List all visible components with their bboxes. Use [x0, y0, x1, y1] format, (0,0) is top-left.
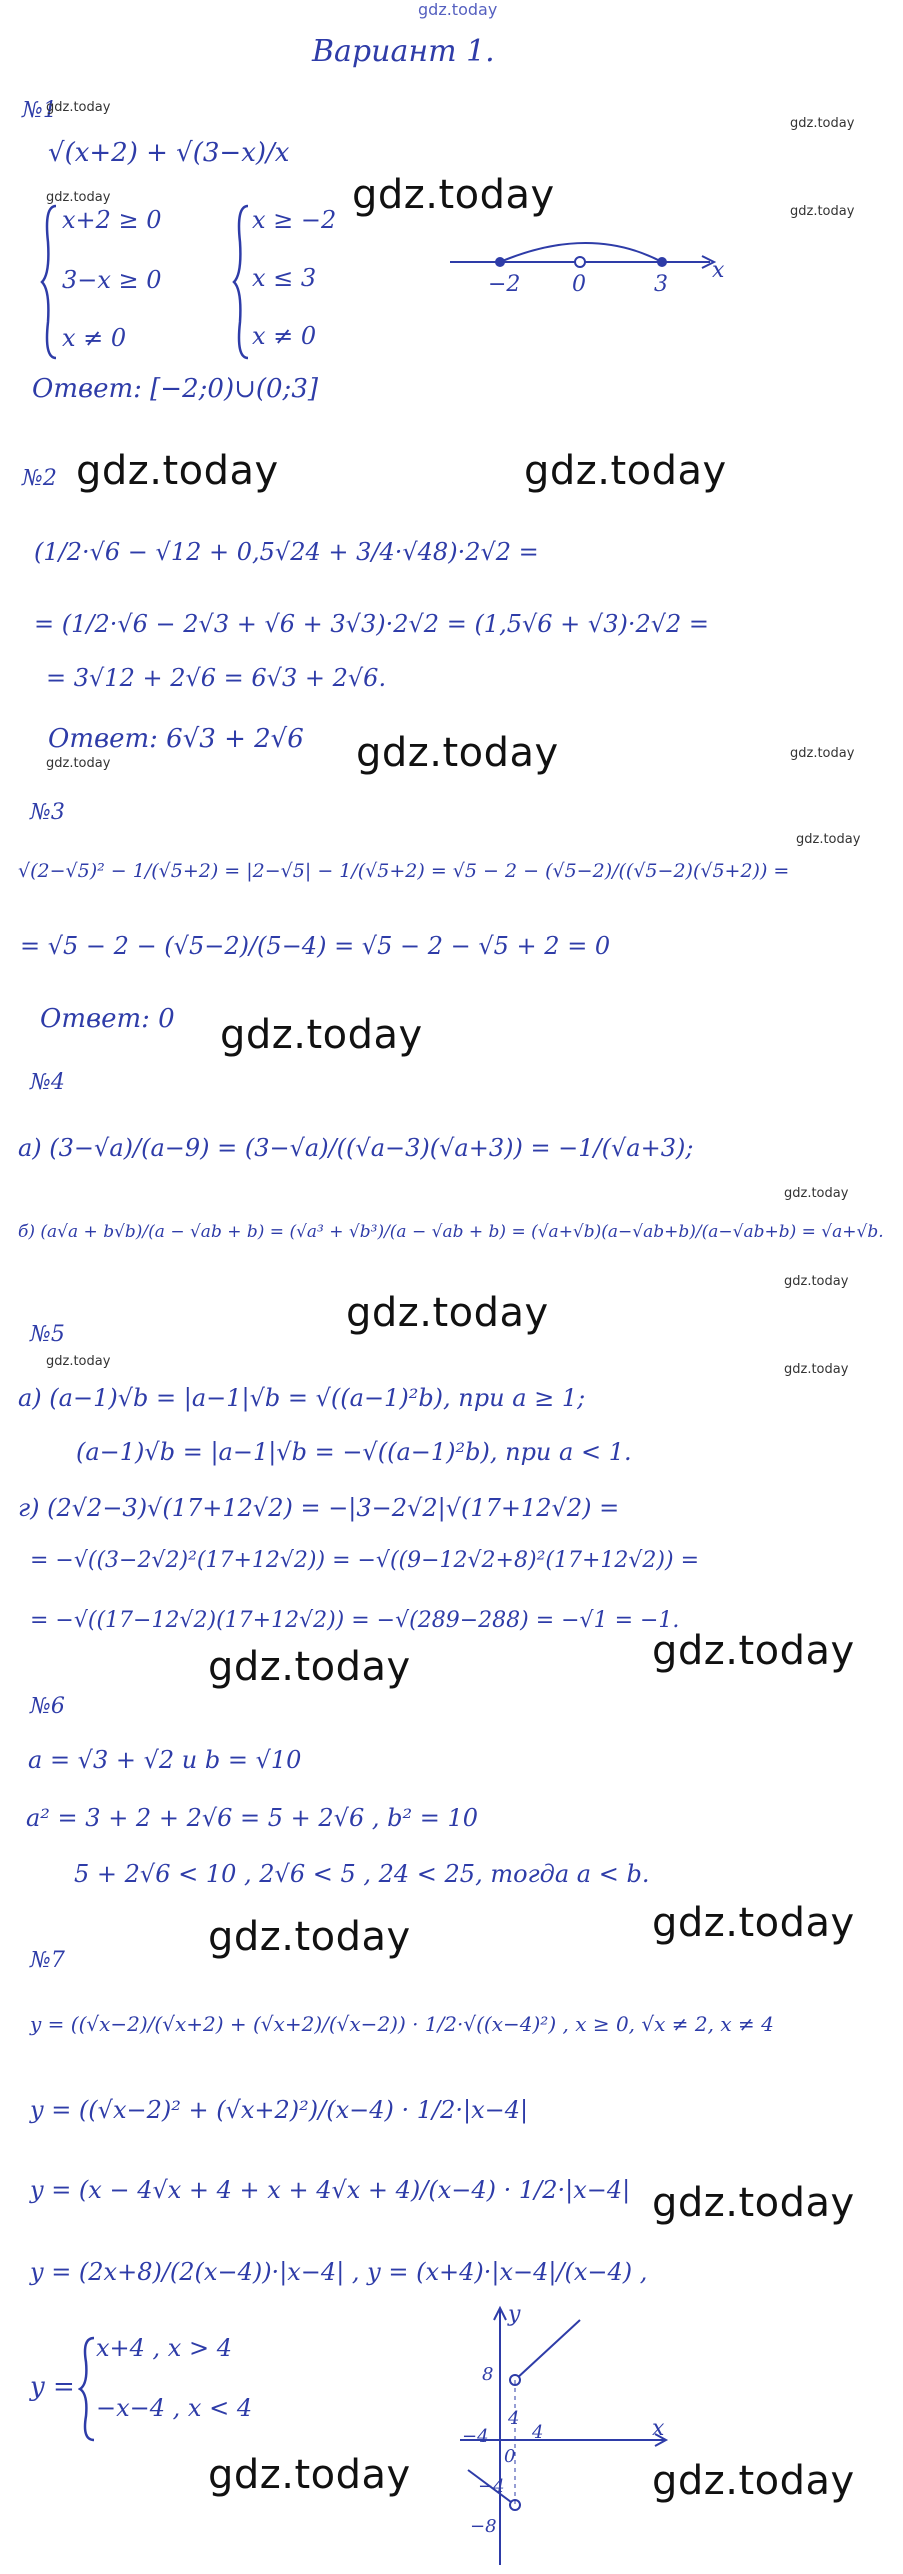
task4-part-b: б) (a√a + b√b)/(a − √ab + b) = (√a³ + √b³)/(a − √ab + b) = (√a+√b)(a−√ab+b)/(a−√ab+b) = √a+√b. [18, 1222, 884, 1242]
task3-label: №3 [30, 800, 65, 825]
task1-axis-label-x: x [712, 258, 725, 283]
task5-label: №5 [30, 1322, 65, 1347]
task3-line1: √(2−√5)² − 1/(√5+2) = |2−√5| − 1/(√5+2) = √5 − 2 − (√5−2)/((√5−2)(√5+2)) = [18, 860, 790, 882]
task2-answer: Ответ: 6√3 + 2√6 [48, 724, 304, 754]
task2-label: №2 [22, 466, 57, 491]
graph-label-4y: 4 [508, 2408, 520, 2429]
watermark: gdz.today [652, 2180, 855, 2226]
watermark-small: gdz.today [46, 756, 111, 771]
task7-y-prefix: y = [30, 2372, 75, 2402]
task3-line2: = √5 − 2 − (√5−2)/(5−4) = √5 − 2 − √5 + 2 = 0 [20, 932, 611, 960]
graph-label-x: x [652, 2416, 665, 2441]
task2-line3: = 3√12 + 2√6 = 6√3 + 2√6. [46, 664, 387, 692]
watermark: gdz.today [352, 172, 555, 218]
task1-sys-right-1: x ≥ −2 [252, 206, 337, 234]
task2-line1: (1/2·√6 − √12 + 0,5√24 + 3/4·√48)·2√2 = [34, 538, 539, 566]
task1-sys-left-3: x ≠ 0 [62, 324, 127, 352]
watermark: gdz.today [208, 1914, 411, 1960]
watermark: gdz.today [524, 448, 727, 494]
watermark-small: gdz.today [796, 832, 861, 847]
task2-line2: = (1/2·√6 − 2√3 + √6 + 3√3)·2√2 = (1,5√6 + √3)·2√2 = [34, 610, 710, 638]
watermark: gdz.today [208, 2452, 411, 2498]
task1-expression: √(x+2) + √(3−x)/x [48, 138, 290, 168]
task6-line2: a² = 3 + 2 + 2√6 = 5 + 2√6 , b² = 10 [26, 1804, 479, 1832]
watermark: gdz.today [652, 1900, 855, 1946]
task1-axis-label-3: 3 [654, 272, 668, 297]
watermark: gdz.today [76, 448, 279, 494]
task1-sys-right-2: x ≤ 3 [252, 264, 317, 292]
watermark-small: gdz.today [790, 116, 855, 131]
task1-number-line [440, 232, 740, 322]
graph-label-0: 0 [504, 2446, 516, 2467]
watermark-small: gdz.today [790, 204, 855, 219]
watermark-small: gdz.today [784, 1274, 849, 1289]
task1-axis-label-neg2: −2 [488, 272, 521, 297]
watermark-small: gdz.today [46, 100, 111, 115]
task7-case1: x+4 , x > 4 [96, 2334, 232, 2362]
task5-g-line3: = −√((17−12√2)(17+12√2)) = −√(289−288) = −√1 = −1. [30, 1608, 680, 1633]
watermark: gdz.today [220, 1012, 423, 1058]
watermark-small: gdz.today [784, 1362, 849, 1377]
task6-label: №6 [30, 1694, 65, 1719]
task1-answer: Ответ: [−2;0)∪(0;3] [32, 374, 318, 404]
graph-label-8: 8 [482, 2364, 494, 2385]
watermark-small: gdz.today [46, 190, 111, 205]
task1-sys-left-1: x+2 ≥ 0 [62, 206, 162, 234]
task5-g-line2: = −√((3−2√2)²(17+12√2)) = −√((9−12√2+8)²(17+12√2)) = [30, 1548, 700, 1573]
task7-case2: −x−4 , x < 4 [96, 2394, 253, 2422]
task1-axis-label-0: 0 [572, 272, 586, 297]
page-title: Вариант 1. [312, 34, 495, 69]
task7-line3: y = (x − 4√x + 4 + x + 4√x + 4)/(x−4) · 1/2·|x−4| [30, 2176, 631, 2204]
task1-sys-left-2: 3−x ≥ 0 [62, 266, 162, 294]
task1-label: №1 [22, 98, 57, 123]
task1-sys-right-3: x ≠ 0 [252, 322, 317, 350]
task4-label: №4 [30, 1070, 65, 1095]
graph-label-neg8: −8 [470, 2516, 497, 2537]
task5-g-line1: г) (2√2−3)√(17+12√2) = −|3−2√2|√(17+12√2) = [18, 1494, 620, 1522]
watermark: gdz.today [208, 1644, 411, 1690]
graph-label-neg4x: −4 [462, 2426, 489, 2447]
watermark: gdz.today [652, 1628, 855, 1674]
site-header-text: gdz.today [418, 0, 498, 19]
watermark: gdz.today [356, 730, 559, 776]
task7-line1: y = ((√x−2)/(√x+2) + (√x+2)/(√x−2)) · 1/2·√((x−4)²) , x ≥ 0, √x ≠ 2, x ≠ 4 [30, 2012, 774, 2036]
task7-case-brace [78, 2334, 98, 2444]
watermark-small: gdz.today [46, 1354, 111, 1369]
watermark: gdz.today [652, 2458, 855, 2504]
task7-label: №7 [30, 1948, 65, 1973]
graph-label-y: y [508, 2302, 521, 2327]
task6-line1: a = √3 + √2 и b = √10 [28, 1746, 302, 1774]
watermark-small: gdz.today [784, 1186, 849, 1201]
task1-brace-left [40, 202, 60, 362]
watermark: gdz.today [346, 1290, 549, 1336]
graph-label-neg4y: −4 [478, 2476, 505, 2497]
task5-a-line1: а) (a−1)√b = |a−1|√b = √((a−1)²b), при a ≥ 1; [18, 1384, 586, 1412]
task7-line4: y = (2x+8)/(2(x−4))·|x−4| , y = (x+4)·|x−4|/(x−4) , [30, 2258, 648, 2286]
task5-a-line2: (a−1)√b = |a−1|√b = −√((a−1)²b), при a < 1. [76, 1438, 632, 1466]
task6-line3: 5 + 2√6 < 10 , 2√6 < 5 , 24 < 25, тогда a < b. [74, 1860, 650, 1888]
task3-answer: Ответ: 0 [40, 1004, 175, 1034]
watermark-small: gdz.today [790, 746, 855, 761]
task7-line2: y = ((√x−2)² + (√x+2)²)/(x−4) · 1/2·|x−4| [30, 2096, 529, 2124]
task4-part-a: а) (3−√a)/(a−9) = (3−√a)/((√a−3)(√a+3)) = −1/(√a+3); [18, 1134, 694, 1162]
graph-label-4x: 4 [532, 2422, 544, 2443]
task1-brace-right [232, 202, 252, 362]
